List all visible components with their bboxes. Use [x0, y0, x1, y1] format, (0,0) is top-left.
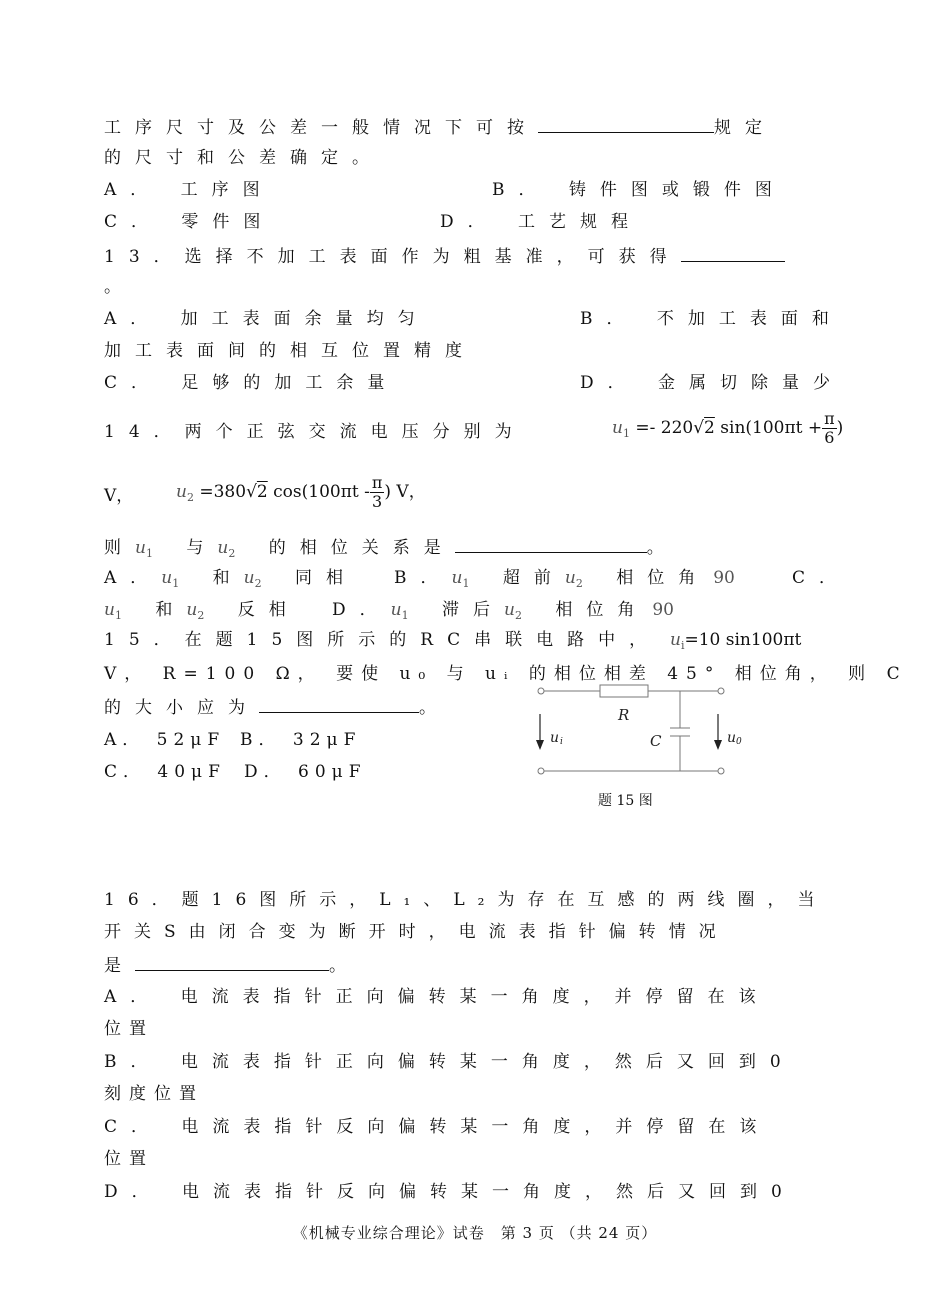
- u1-symbol: u: [104, 600, 115, 620]
- q16-option-c[interactable]: C． 电流表指针反向偏转某一角度，并停留在该: [104, 1117, 771, 1137]
- ui-label: u: [550, 730, 560, 746]
- q13-stem-text: 13．选择不加工表面作为粗基准，可获得: [104, 247, 681, 267]
- u2-symbol: u: [176, 482, 187, 502]
- q15-answer-blank[interactable]: [259, 694, 419, 713]
- ui-expression: =10 sin100πt: [684, 630, 802, 650]
- q16-option-b-cont: 刻度位置: [104, 1084, 204, 1104]
- q12-option-d[interactable]: D． 工艺规程: [440, 212, 643, 232]
- u2-subscript: 2: [254, 577, 276, 590]
- q12-answer-blank[interactable]: [538, 114, 714, 133]
- q15-line2: V， R=100 Ω， 要使 u₀ 与 uᵢ 的相位相差 45° 相位角， 则 C: [104, 664, 908, 684]
- terminal-top-right: [718, 688, 724, 694]
- q13-answer-blank[interactable]: [681, 243, 785, 262]
- capacitor-label: C: [650, 732, 662, 750]
- u1-subscript: 1: [622, 427, 630, 440]
- u1-close-paren: ): [836, 418, 844, 438]
- fraction-numerator: π: [371, 473, 383, 492]
- option-label: A．: [104, 568, 162, 588]
- u2-subscript: 2: [186, 491, 194, 504]
- u2-tail: ) V，: [384, 482, 426, 502]
- q16-line3-end: 。: [329, 956, 360, 976]
- u1-symbol: u: [612, 418, 623, 438]
- q15-line3-text: 的大小应为: [104, 698, 259, 718]
- q13-stem-tail: 。: [104, 277, 121, 297]
- q12-option-b[interactable]: B． 铸件图或锻件图: [492, 180, 786, 200]
- angle-value: 90: [713, 568, 735, 588]
- ui-arrow-head: [536, 740, 544, 750]
- q14-v-label: V，: [104, 486, 134, 506]
- q13-option-b[interactable]: B． 不加工表面和: [580, 309, 843, 329]
- q14-u1-formula: [612, 410, 843, 447]
- resistor-symbol: [600, 685, 648, 697]
- q16-stem-line3: [104, 952, 360, 978]
- option-text: 同相: [295, 568, 357, 588]
- q15-option-a[interactable]: A． 52μF: [104, 730, 226, 750]
- option-label: B．: [394, 568, 452, 588]
- u0-label-sub: 0: [736, 737, 742, 747]
- sqrt-radicand: 2: [704, 418, 715, 438]
- option-text: 相位角: [616, 568, 710, 588]
- q16-option-b[interactable]: B． 电流表指针正向偏转某一角度，然后又回到0: [104, 1052, 795, 1072]
- terminal-bottom-right: [718, 768, 724, 774]
- q12-stem-text: 工序尺寸及公差一般情况下可按: [104, 118, 538, 138]
- q12-stem-line1: [104, 114, 832, 140]
- u2-symbol: u: [243, 568, 255, 588]
- phase-relation-text: 的相位关系是: [268, 538, 455, 558]
- q12-stem-tail: 规定: [714, 118, 776, 138]
- ui-label-sub: i: [560, 737, 563, 747]
- q12-option-a[interactable]: A． 工序图: [104, 180, 274, 200]
- u1-subscript: 1: [114, 609, 136, 622]
- q14-stem: 14．两个正弦交流电压分别为: [104, 422, 526, 442]
- u1-subscript: 1: [172, 577, 194, 590]
- q13-option-b-cont: 加工表面间的相互位置精度: [104, 341, 476, 361]
- sqrt-radicand: 2: [256, 482, 268, 502]
- q15-line3: [104, 694, 450, 720]
- u1-body: sin(100πt +: [720, 418, 823, 438]
- q16-option-c-cont: 位置: [104, 1149, 154, 1169]
- q14-answer-blank[interactable]: [455, 534, 647, 553]
- fraction-numerator: π: [824, 409, 835, 428]
- rc-circuit-diagram: [530, 680, 740, 784]
- q14-option-c-label[interactable]: C．: [792, 568, 851, 588]
- u1-subscript: 1: [462, 577, 484, 590]
- option-text: 超前: [502, 568, 565, 588]
- fraction-denominator: 3: [372, 492, 383, 511]
- q14-option-c[interactable]: [104, 598, 300, 628]
- q14-option-b[interactable]: [394, 566, 735, 596]
- q15-option-c[interactable]: C． 40μF: [104, 762, 226, 782]
- resistor-label: R: [618, 706, 630, 724]
- u2-subscript: 2: [575, 577, 597, 590]
- q15-ui-formula: [670, 628, 801, 658]
- q15-line3-end: 。: [419, 698, 450, 718]
- q16-option-a[interactable]: A． 电流表指针正向偏转某一角度，并停留在该: [104, 987, 770, 1007]
- q16-answer-blank[interactable]: [135, 952, 329, 971]
- u0-label: u: [727, 730, 737, 746]
- q12-option-c[interactable]: C． 零件图: [104, 212, 275, 232]
- u2-fraction: [370, 474, 385, 511]
- q13-option-c[interactable]: C． 足够的加工余量: [104, 373, 399, 393]
- terminal-top-left: [538, 688, 544, 694]
- page-footer: 《机械专业综合理论》试卷 第 3 页 （共 24 页）: [292, 1224, 658, 1242]
- u1-symbol: u: [135, 538, 146, 558]
- u2-subscript: 2: [228, 547, 250, 560]
- phase-end: 。: [646, 538, 678, 558]
- ui-subscript: i: [680, 639, 685, 652]
- terminal-bottom-left: [538, 768, 544, 774]
- option-text: 和: [155, 600, 187, 620]
- u1-symbol: u: [161, 568, 173, 588]
- u1-symbol: u: [451, 568, 463, 588]
- q16-option-a-cont: 位置: [104, 1019, 154, 1039]
- q13-stem: [104, 243, 849, 269]
- q14-option-a[interactable]: [104, 566, 357, 596]
- phase-and: 与: [186, 538, 218, 558]
- q15-option-b[interactable]: B． 32μF: [240, 730, 362, 750]
- u2-symbol: u: [217, 538, 229, 558]
- ui-symbol: u: [670, 630, 681, 650]
- q13-option-a[interactable]: A． 加工表面余量均匀: [104, 309, 429, 329]
- u2-body: cos(100πt -: [273, 482, 370, 502]
- option-text: 滞后: [442, 600, 504, 620]
- u0-arrow-head: [714, 740, 722, 750]
- q16-stem-line1: 16．题16图所示，L₁、L₂为存在互感的两线圈，当: [104, 890, 828, 910]
- q14-u2-formula: [176, 474, 426, 511]
- u2-subscript: 2: [514, 609, 536, 622]
- fraction-denominator: 6: [824, 428, 835, 447]
- q15-stem: 15．在题15图所示的RC串联电路中，: [104, 630, 661, 650]
- q16-option-d[interactable]: D． 电流表指针反向偏转某一角度，然后又回到0: [104, 1182, 796, 1202]
- option-text: 和: [212, 568, 244, 588]
- q14-option-d[interactable]: [332, 598, 674, 628]
- u2-subscript: 2: [197, 609, 219, 622]
- u1-amplitude: =- 220: [635, 418, 694, 438]
- option-text: 反相: [237, 600, 300, 620]
- u1-fraction: [822, 410, 837, 447]
- phase-then: 则: [104, 538, 135, 558]
- sqrt-symbol: √: [246, 482, 257, 502]
- q13-option-d[interactable]: D． 金属切除量少: [580, 373, 845, 393]
- q15-option-d[interactable]: D． 60μF: [244, 762, 367, 782]
- option-text: 相位角: [555, 600, 649, 620]
- u1-symbol: u: [390, 600, 402, 620]
- angle-value: 90: [652, 600, 674, 620]
- u1-subscript: 1: [145, 547, 167, 560]
- u2-amplitude: =380: [199, 482, 247, 502]
- u2-symbol: u: [504, 600, 515, 620]
- u2-symbol: u: [186, 600, 198, 620]
- q14-phase-question: [104, 534, 678, 566]
- figure-caption: 题 15 图: [598, 793, 653, 809]
- u2-symbol: u: [564, 568, 576, 588]
- q16-line3-text: 是: [104, 956, 135, 976]
- q16-stem-line2: 开关S由闭合变为断开时，电流表指针偏转情况: [104, 922, 729, 942]
- q12-stem-line2: 的尺寸和公差确定。: [104, 148, 383, 168]
- u1-subscript: 1: [401, 609, 423, 622]
- sqrt-symbol: √: [693, 418, 705, 438]
- option-label: D．: [332, 600, 391, 620]
